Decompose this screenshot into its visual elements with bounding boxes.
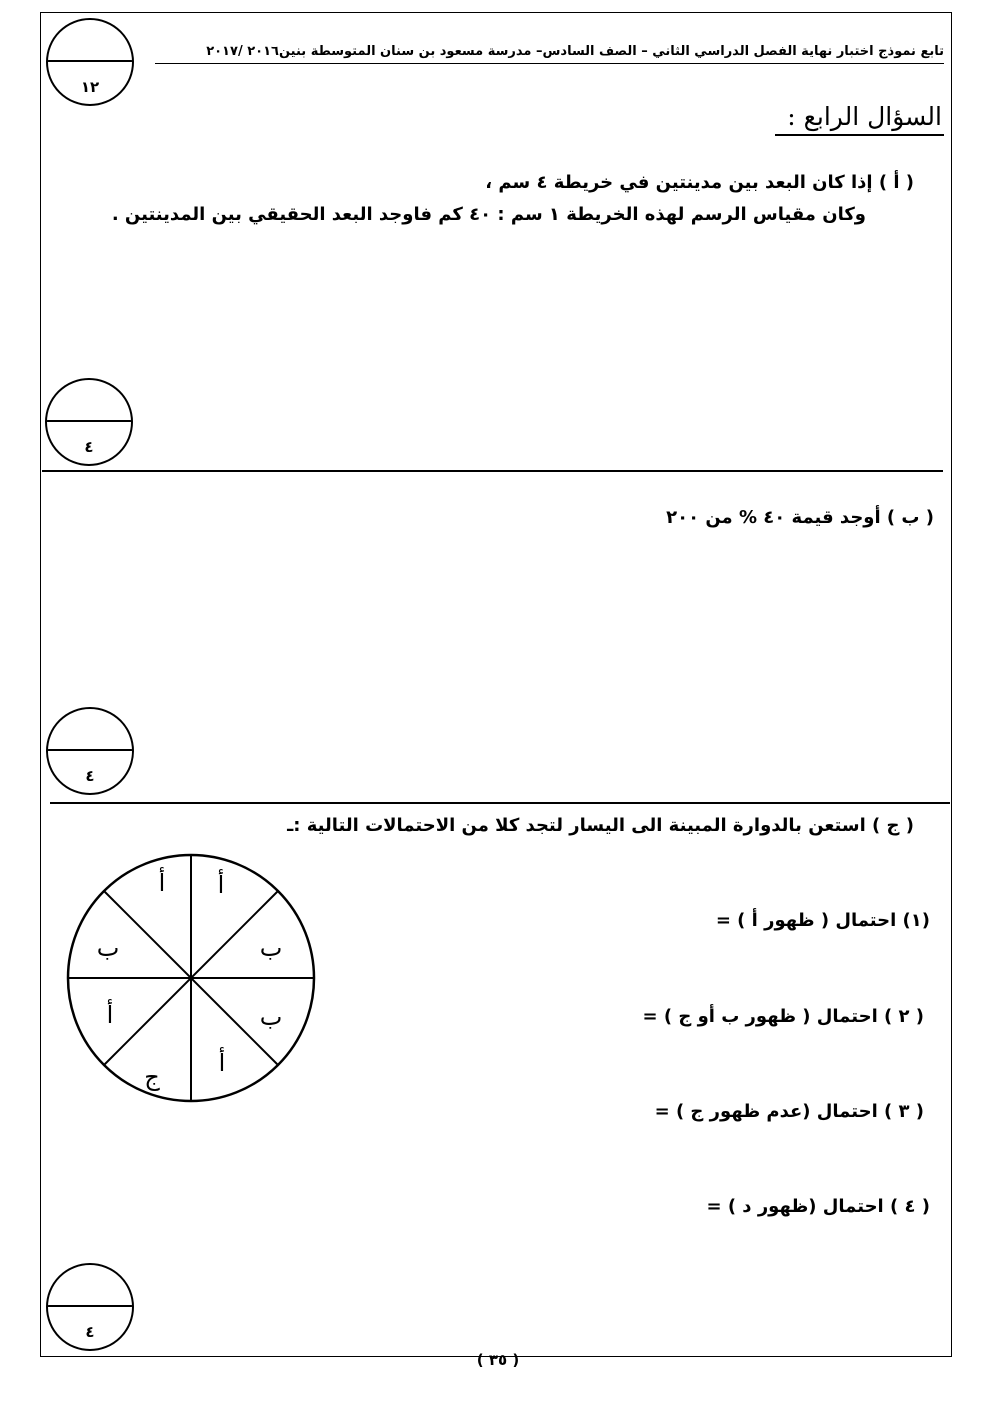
total-score-circle[interactable]	[46, 18, 134, 106]
score-divider	[48, 749, 132, 751]
spinner-diagram	[66, 853, 318, 1105]
part-a-line-1: ( أ ) إذا كان البعد بين مدينتين في خريطة ٤ سم ،	[485, 172, 914, 193]
part-a-line-2: وكان مقياس الرسم لهذه الخريطة ١ سم : ٤٠ كم فاوجد البعد الحقيقي بين المدينتين .	[111, 204, 866, 225]
separator-b	[50, 802, 950, 804]
page-number: ( ٣٥ )	[476, 1351, 520, 1369]
probability-item-3: ( ٣ ) احتمال (عدم ظهور ج ) =	[654, 1101, 924, 1122]
question-title: السؤال الرابع :	[787, 102, 942, 131]
score-divider	[48, 60, 132, 62]
score-divider	[48, 1305, 132, 1307]
spinner-sector-label: أ	[218, 1049, 226, 1077]
spinner-sector-label: ب	[259, 934, 283, 962]
probability-item-4: ( ٤ ) احتمال (ظهور د ) =	[706, 1196, 930, 1217]
spinner-sector-label: أ	[106, 1001, 114, 1029]
spinner-sector-label: ج	[144, 1063, 160, 1091]
spinner-sector-label: أ	[217, 871, 225, 899]
spinner-sector-label: ب	[259, 1003, 283, 1031]
part-a-score-value: ٤	[84, 438, 94, 456]
probability-item-1: (١) احتمال ( ظهور أ ) =	[715, 910, 930, 931]
part-c-score-circle[interactable]	[46, 1263, 134, 1351]
header-underline	[155, 63, 944, 64]
spinner-sector-label: ب	[96, 934, 120, 962]
part-b-score-circle[interactable]	[46, 707, 134, 795]
exam-header: تابع نموذج اختبار نهاية الفصل الدراسي الثاني – الصف السادس– مدرسة مسعود بن سنان المتوسطة بنين٢٠١٦ /٢٠١٧	[206, 44, 944, 59]
total-score-value: ١٢	[80, 78, 100, 96]
part-c-line: ( ج ) استعن بالدوارة المبينة الى اليسار لتجد كلا من الاحتمالات التالية :ـ	[287, 815, 914, 836]
part-b-score-value: ٤	[85, 767, 95, 785]
question-title-underline	[775, 134, 944, 136]
part-a-score-circle[interactable]	[45, 378, 133, 466]
part-c-score-value: ٤	[85, 1323, 95, 1341]
score-divider	[47, 420, 131, 422]
probability-item-2: ( ٢ ) احتمال ( ظهور ب أو ج ) =	[642, 1006, 924, 1027]
part-b-line: ( ب ) أوجد قيمة ٤٠ % من ٢٠٠	[666, 507, 934, 528]
spinner-sector-label: أ	[158, 869, 166, 897]
separator-a	[42, 470, 943, 472]
